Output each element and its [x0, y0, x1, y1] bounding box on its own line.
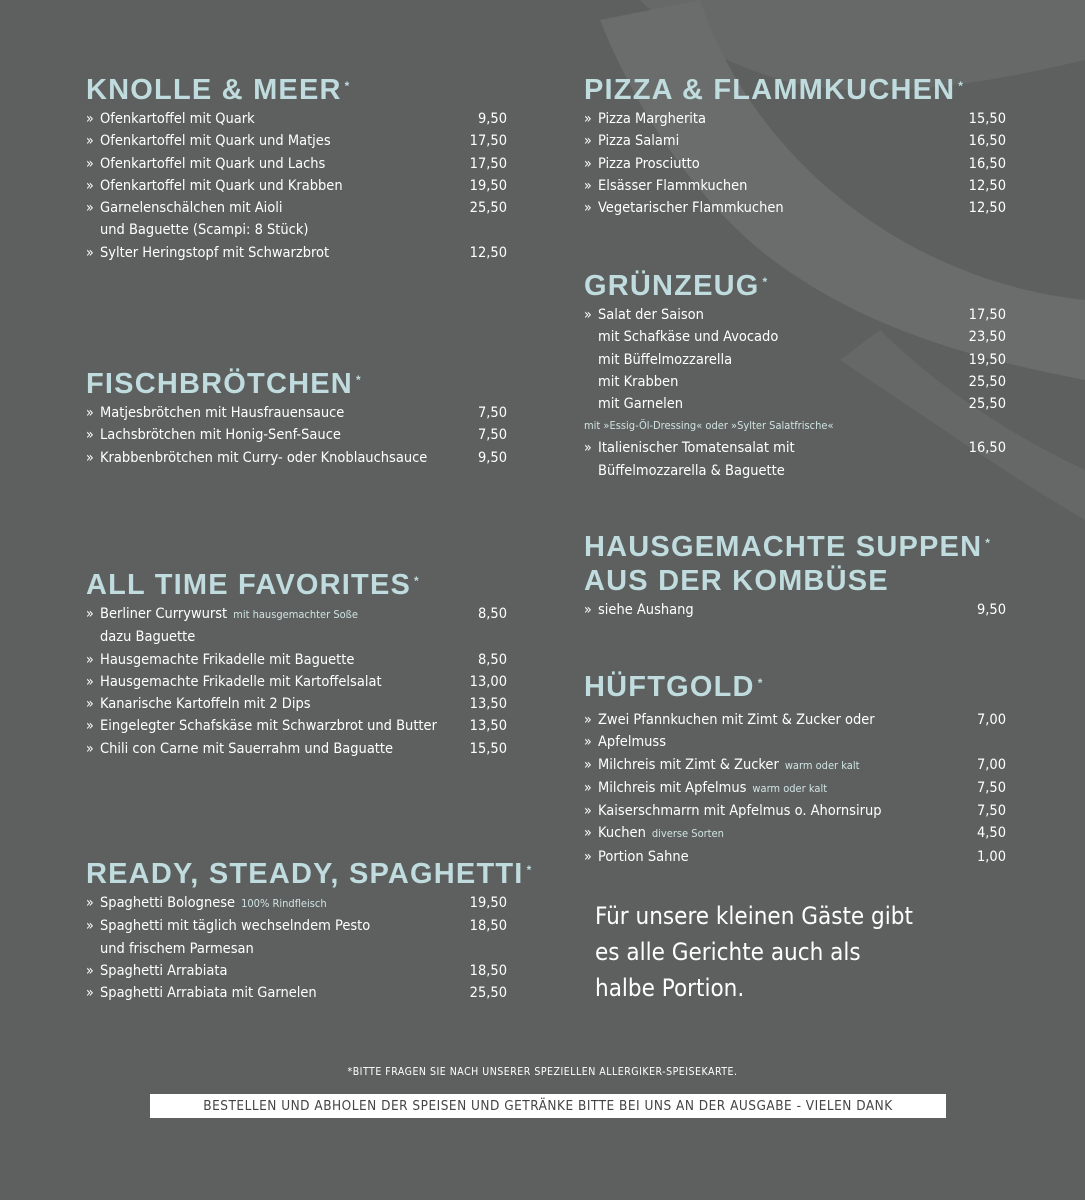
item-price: 7,50: [477, 405, 507, 421]
item-price: 19,50: [469, 177, 507, 194]
kids-portion-note: [595, 898, 955, 1006]
menu-item: [584, 777, 1006, 800]
section-title: FISCHBRÖTCHEN *: [86, 368, 361, 400]
salad-variant: [584, 326, 1006, 348]
menu-item: [584, 709, 1006, 731]
item-name: Spaghetti Arrabiata mit Garnelen: [100, 985, 317, 1002]
item-name: mit Garnelen: [598, 396, 684, 413]
item-price: 4,50: [976, 825, 1006, 842]
menu-item: [86, 693, 507, 715]
menu-item: [86, 424, 507, 446]
menu-item: [584, 754, 1006, 777]
kids-note-line: es alle Gerichte auch als: [595, 938, 861, 966]
item-note: warm oder kalt: [752, 781, 828, 795]
item-price: 17,50: [469, 155, 507, 172]
item-name: Krabbenbrötchen mit Curry- oder Knoblauchsauce: [100, 449, 428, 466]
quote-mark: »: [86, 244, 94, 261]
item-price: 9,50: [477, 111, 507, 127]
kids-note-line: halbe Portion.: [595, 974, 745, 1002]
menu-item: [86, 108, 507, 130]
menu-item: [86, 892, 507, 915]
item-price: 16,50: [968, 155, 1006, 172]
order-banner: BESTELLEN UND ABHOLEN DER SPEISEN UND GETRÄNKE BITTE BEI UNS AN DER AUSGABE - VIELEN DANK: [150, 1094, 946, 1118]
menu-item: [86, 197, 507, 219]
item-name: mit Büffelmozzarella: [598, 351, 733, 368]
quote-mark: »: [584, 756, 592, 773]
item-name: Kuchen: [598, 825, 646, 842]
quote-mark: »: [86, 918, 94, 935]
item-continuation: dazu Baguette: [100, 629, 196, 646]
item-name: Pizza Prosciutto: [598, 155, 700, 172]
menu-item: [86, 960, 507, 982]
quote-mark: »: [86, 740, 94, 757]
menu-item: [86, 242, 507, 264]
item-price: 12,50: [469, 244, 507, 261]
menu-item: [86, 915, 507, 937]
item-continuation: und frischem Parmesan: [100, 940, 254, 957]
item-name: Spaghetti mit täglich wechselndem Pesto: [100, 918, 371, 935]
item-price: 7,00: [976, 756, 1006, 773]
quote-mark: »: [584, 307, 592, 323]
quote-mark: »: [584, 440, 592, 457]
quote-mark: »: [584, 602, 592, 618]
menu-item: [584, 197, 1006, 219]
menu-item: [86, 447, 507, 469]
menu-item: [86, 671, 507, 693]
menu-item: [584, 130, 1006, 152]
item-price: 7,50: [976, 803, 1006, 820]
quote-mark: »: [584, 848, 592, 865]
quote-mark: »: [86, 606, 94, 622]
salad-variant: [584, 371, 1006, 393]
section-all-time-favorites: [86, 569, 507, 760]
item-price: 25,50: [469, 985, 507, 1002]
quote-mark: »: [86, 718, 94, 735]
item-name: Vegetarischer Flammkuchen: [598, 200, 784, 217]
item-list: [86, 603, 507, 760]
item-name: Elsässer Flammkuchen: [598, 177, 748, 194]
quote-mark: »: [86, 111, 94, 127]
item-price: 7,50: [976, 779, 1006, 796]
item-price: 16,50: [968, 440, 1006, 457]
quote-mark: »: [584, 712, 592, 728]
menu-item: [584, 731, 1006, 753]
item-price: 8,50: [477, 651, 507, 668]
menu-item: [584, 108, 1006, 130]
item-list: [584, 599, 1006, 621]
item-name: mit Schafkäse und Avocado: [598, 329, 779, 346]
quote-mark: »: [86, 405, 94, 421]
item-name: Spaghetti Bolognese: [100, 895, 236, 911]
menu-item: [86, 715, 507, 737]
quote-mark: »: [86, 962, 94, 979]
item-list: [584, 108, 1006, 219]
item-price: 13,00: [469, 673, 507, 690]
menu-item: [86, 603, 507, 626]
item-name: Garnelenschälchen mit Aioli: [100, 200, 283, 217]
quote-mark: »: [86, 177, 94, 194]
item-name: Ofenkartoffel mit Quark und Lachs: [100, 155, 326, 172]
item-price: 8,50: [477, 606, 507, 622]
section-title: READY, STEADY, SPAGHETTI *: [86, 858, 532, 890]
menu-item: [86, 153, 507, 175]
item-note: warm oder kalt: [784, 758, 860, 772]
section-title: KNOLLE & MEER *: [86, 74, 350, 106]
section-gruenzeug: [584, 270, 1006, 482]
kids-note-line: Für unsere kleinen Gäste gibt: [595, 902, 913, 930]
item-price: 7,00: [976, 712, 1006, 728]
item-price: 17,50: [968, 307, 1006, 323]
menu-item: [86, 649, 507, 671]
item-name: Chili con Carne mit Sauerrahm und Baguatte: [100, 740, 394, 757]
section-title: GRÜNZEUG *: [584, 270, 768, 302]
item-list: [86, 108, 507, 264]
item-name: Berliner Currywurst: [100, 606, 228, 622]
item-list: [584, 709, 1006, 868]
quote-mark: »: [584, 734, 592, 751]
allergy-note: *BITTE FRAGEN SIE NACH UNSERER SPEZIELLEN ALLERGIKER-SPEISEKARTE.: [347, 1066, 738, 1078]
quote-mark: »: [86, 895, 94, 911]
menu-item: [584, 304, 1006, 326]
quote-mark: »: [584, 825, 592, 842]
item-price: 12,50: [968, 200, 1006, 217]
item-price: 25,50: [968, 373, 1006, 390]
item-price: 13,50: [469, 696, 507, 713]
item-list: [86, 892, 507, 1004]
item-name: Zwei Pfannkuchen mit Zimt & Zucker oder: [598, 712, 875, 728]
item-name: Ofenkartoffel mit Quark und Krabben: [100, 177, 343, 194]
item-name: Ofenkartoffel mit Quark und Matjes: [100, 133, 331, 150]
item-price: 7,50: [477, 427, 507, 444]
menu-item: [584, 822, 1006, 845]
section-title: ALL TIME FAVORITES *: [86, 569, 419, 601]
menu-item: [584, 846, 1006, 868]
section-title: HAUSGEMACHTE SUPPEN *: [584, 531, 990, 563]
item-note: diverse Sorten: [651, 827, 724, 841]
item-note: mit hausgemachter Soße: [233, 608, 358, 621]
item-name: Hausgemachte Frikadelle mit Baguette: [100, 651, 355, 668]
section-knolle-meer: [86, 74, 507, 264]
item-name: Sylter Heringstopf mit Schwarzbrot: [100, 244, 330, 261]
quote-mark: »: [86, 200, 94, 217]
item-price: 18,50: [469, 962, 507, 979]
item-price: 19,50: [469, 895, 507, 911]
item-name: mit Krabben: [598, 373, 679, 390]
quote-mark: »: [584, 111, 592, 127]
quote-mark: »: [86, 673, 94, 690]
menu-item: [86, 175, 507, 197]
item-name: Pizza Margherita: [598, 111, 707, 127]
menu-item: [584, 437, 1006, 459]
item-name: siehe Aushang: [598, 602, 694, 618]
section-suppen: [584, 531, 1006, 621]
item-name: Spaghetti Arrabiata: [100, 962, 228, 979]
item-price: 25,50: [469, 200, 507, 217]
salad-variants: [584, 326, 1006, 415]
item-name: Milchreis mit Apfelmus: [598, 779, 747, 796]
menu-item: [584, 153, 1006, 175]
salad-variant: [584, 393, 1006, 415]
item-name: Italienischer Tomatensalat mit: [598, 440, 795, 457]
quote-mark: »: [86, 155, 94, 172]
menu-item: [86, 402, 507, 424]
item-price: 15,50: [469, 740, 507, 757]
item-price: 9,50: [477, 449, 507, 466]
section-pizza-flammkuchen: [584, 74, 1006, 219]
item-continuation: Büffelmozzarella & Baguette: [598, 462, 785, 479]
section-title: PIZZA & FLAMMKUCHEN *: [584, 74, 963, 106]
item-name: Kanarische Kartoffeln mit 2 Dips: [100, 696, 311, 713]
quote-mark: »: [86, 427, 94, 444]
quote-mark: »: [584, 133, 592, 150]
menu-item: [86, 982, 507, 1004]
dressing-note: mit »Essig-Öl-Dressing« oder »Sylter Salatfrische«: [584, 419, 834, 433]
item-price: 19,50: [968, 351, 1006, 368]
item-name: Apfelmuss: [598, 734, 667, 751]
quote-mark: »: [86, 696, 94, 713]
item-continuation: und Baguette (Scampi: 8 Stück): [100, 222, 309, 239]
item-note: 100% Rindfleisch: [241, 897, 327, 910]
item-price: 12,50: [968, 177, 1006, 194]
section-title-line2: AUS DER KOMBÜSE: [584, 565, 889, 597]
menu-item: [584, 800, 1006, 822]
menu-item: [86, 130, 507, 152]
item-name: Hausgemachte Frikadelle mit Kartoffelsalat: [100, 673, 382, 690]
quote-mark: »: [584, 803, 592, 820]
item-name: Pizza Salami: [598, 133, 680, 150]
quote-mark: »: [86, 985, 94, 1002]
item-price: 18,50: [469, 918, 507, 935]
section-title: HÜFTGOLD *: [584, 671, 763, 703]
item-name: Milchreis mit Zimt & Zucker: [598, 756, 779, 773]
item-price: 13,50: [469, 718, 507, 735]
item-price: 1,00: [976, 848, 1006, 865]
menu-item: [86, 738, 507, 760]
item-name: Lachsbrötchen mit Honig-Senf-Sauce: [100, 427, 341, 444]
item-price: 25,50: [968, 396, 1006, 413]
quote-mark: »: [86, 651, 94, 668]
section-hueftgold: [584, 671, 1006, 868]
item-price: 16,50: [968, 133, 1006, 150]
item-name: Matjesbrötchen mit Hausfrauensauce: [100, 405, 345, 421]
quote-mark: »: [584, 177, 592, 194]
item-name: Ofenkartoffel mit Quark: [100, 111, 255, 127]
menu-item: [584, 175, 1006, 197]
item-price: 23,50: [968, 329, 1006, 346]
item-price: 17,50: [469, 133, 507, 150]
item-price: 15,50: [968, 111, 1006, 127]
section-fischbroetchen: [86, 368, 507, 469]
item-name: Salat der Saison: [598, 307, 704, 323]
salad-variant: [584, 349, 1006, 371]
section-spaghetti: [86, 858, 532, 1004]
quote-mark: »: [584, 779, 592, 796]
quote-mark: »: [86, 133, 94, 150]
menu-item: [584, 599, 1006, 621]
quote-mark: »: [584, 200, 592, 217]
item-name: Kaiserschmarrn mit Apfelmus o. Ahornsirup: [598, 803, 882, 820]
item-name: Portion Sahne: [598, 848, 689, 865]
item-list: [86, 402, 507, 469]
item-name: Eingelegter Schafskäse mit Schwarzbrot und Butter: [100, 718, 437, 735]
item-price: 9,50: [976, 602, 1006, 618]
quote-mark: »: [584, 155, 592, 172]
quote-mark: »: [86, 449, 94, 466]
